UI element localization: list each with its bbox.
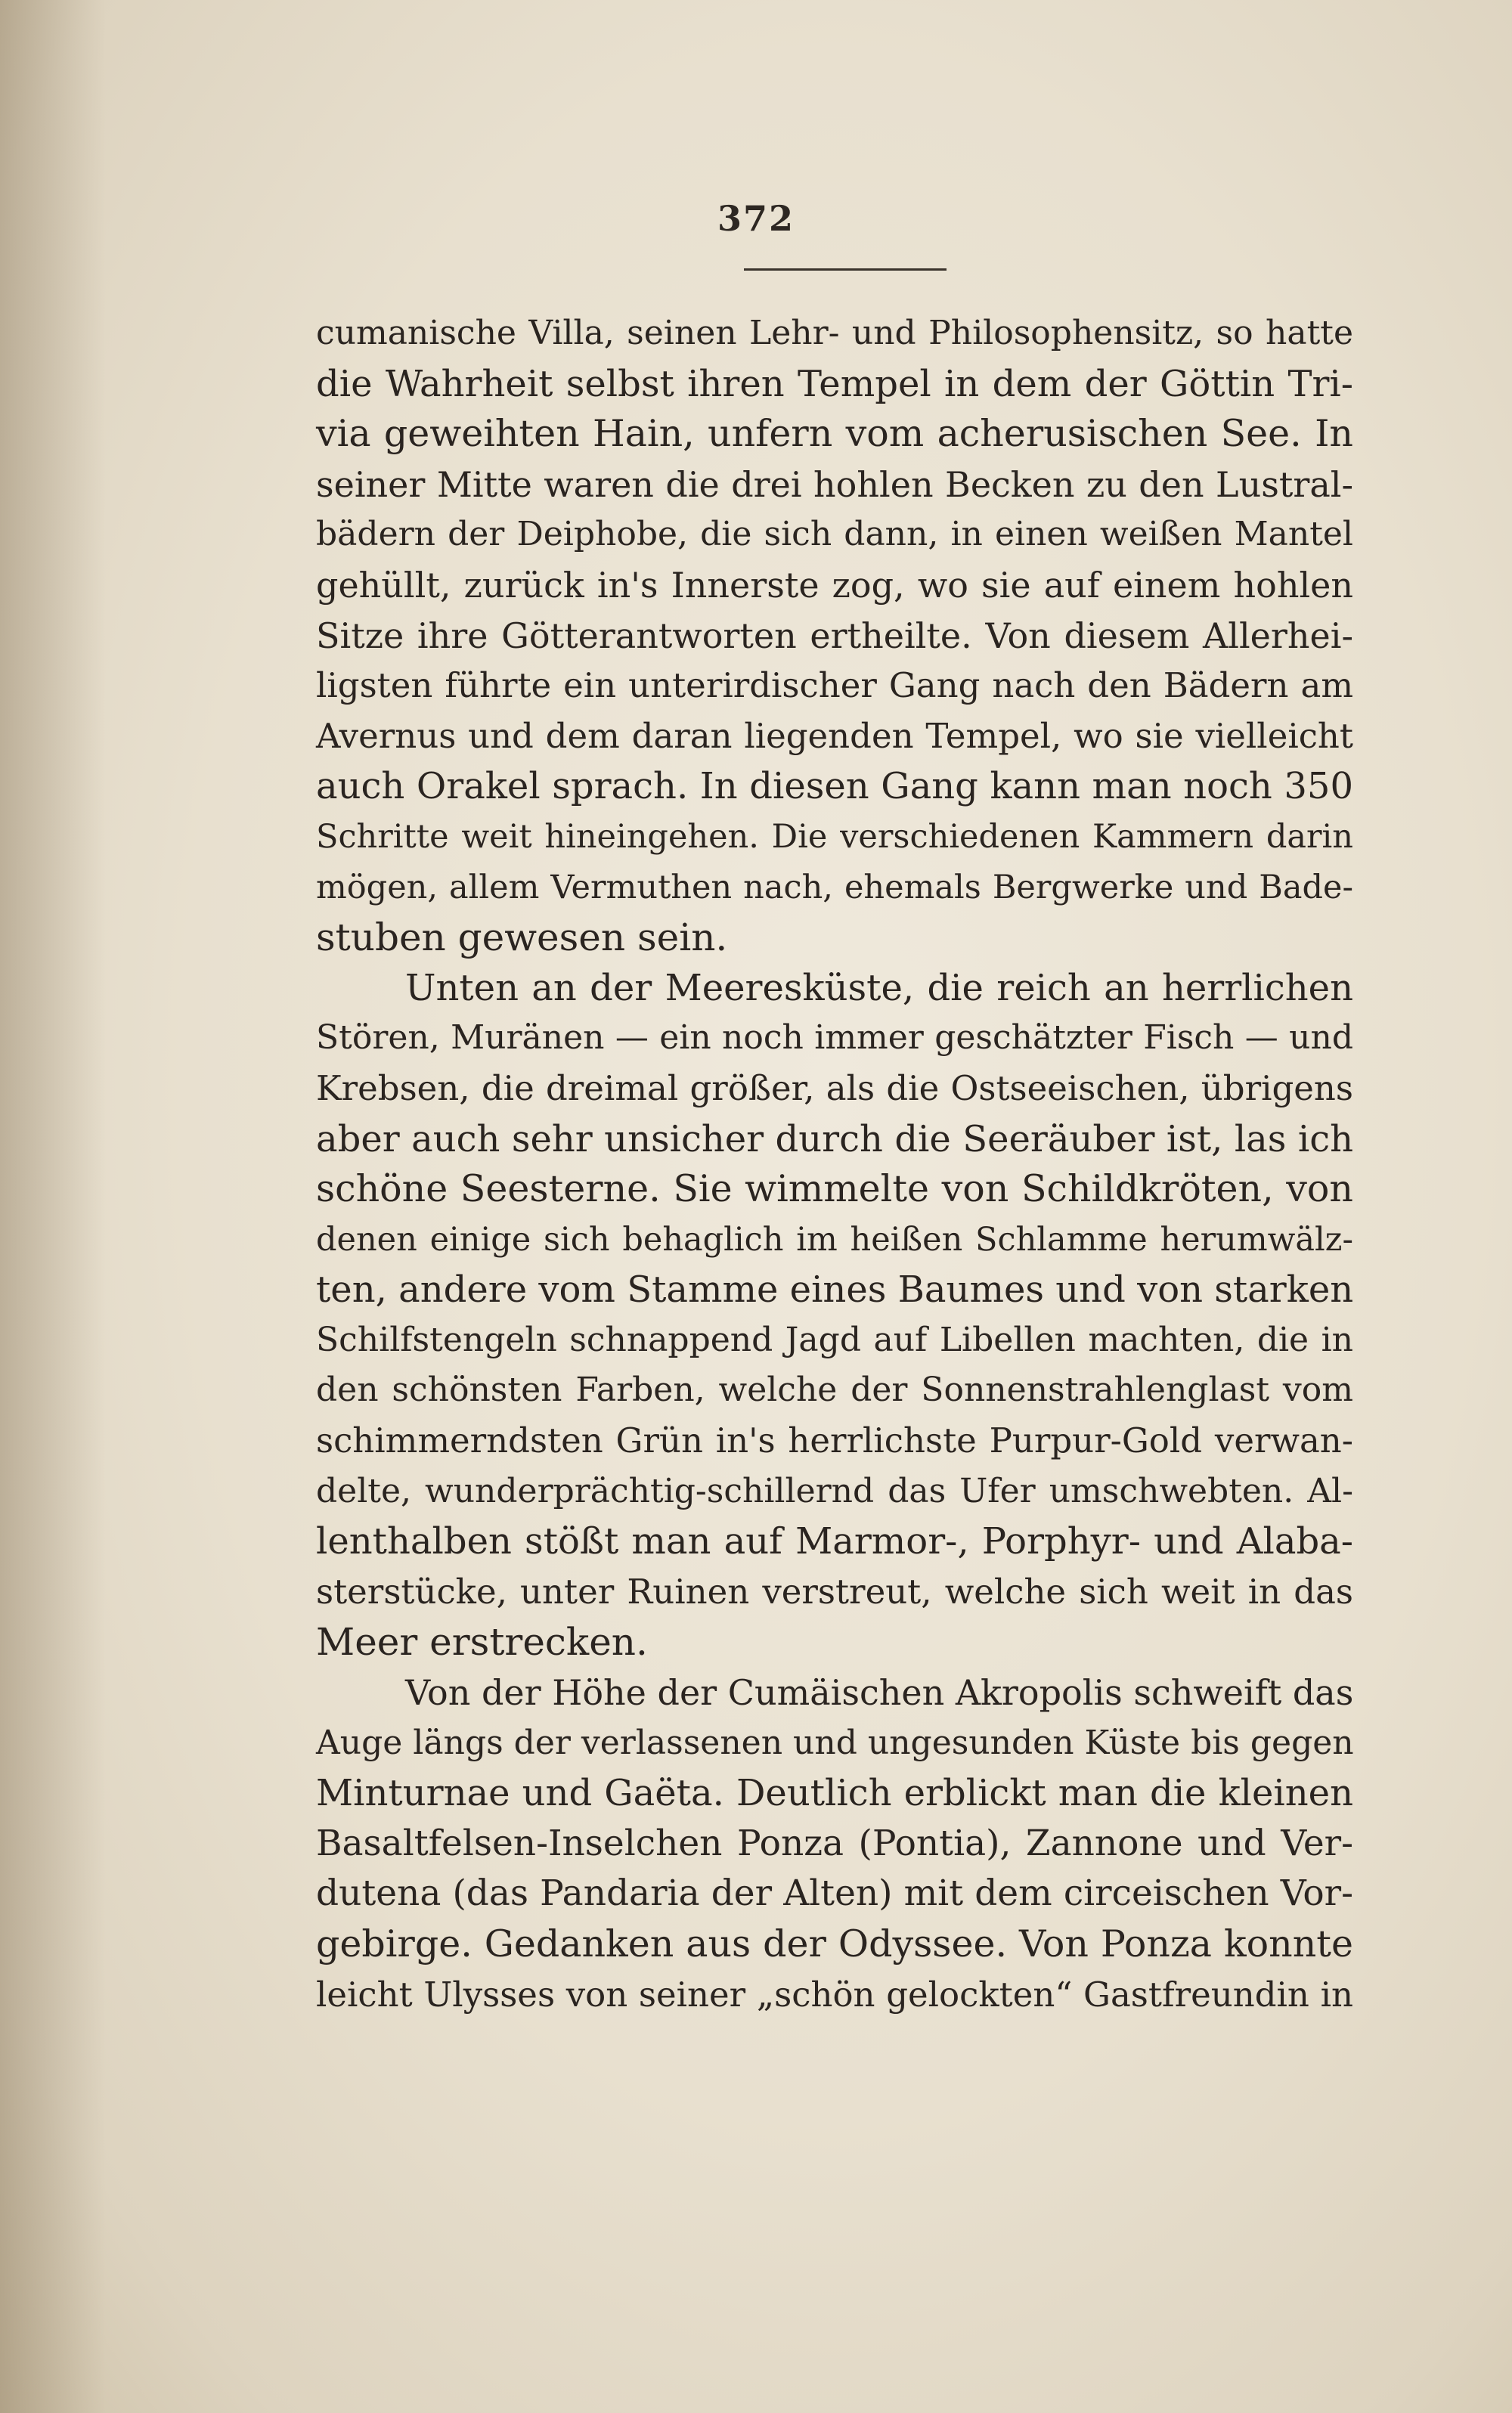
- text-line: Krebsen, die dreimal größer, als die Ostseeischen, übrigens: [316, 1067, 1353, 1108]
- text-line: seiner Mitte waren die drei hohlen Becken zu den Lustral-: [316, 463, 1353, 505]
- text-line: Schilfstengeln schnappend Jagd auf Libellen machten, die in: [316, 1320, 1353, 1359]
- text-line: auch Orakel sprach. In diesen Gang kann man noch 350: [316, 765, 1353, 808]
- text-line: bädern der Deiphobe, die sich dann, in einen weißen Mantel: [316, 515, 1353, 554]
- text-line: dutena (das Pandaria der Alten) mit dem circeischen Vor-: [316, 1872, 1353, 1915]
- text-line: lenthalben stößt man auf Marmor-, Porphyr- und Alaba-: [316, 1520, 1353, 1563]
- text-line: Avernus und dem daran liegenden Tempel, wo sie vielleicht: [316, 715, 1353, 756]
- text-line: Schritte weit hineingehen. Die verschiedenen Kammern darin: [316, 817, 1353, 856]
- text-line: gehüllt, zurück in's Innerste zog, wo sie auf einem hohlen: [316, 564, 1353, 606]
- text-line: sterstücke, unter Ruinen verstreut, welche sich weit in das: [316, 1571, 1353, 1612]
- header-rule: [744, 268, 947, 271]
- text-line: via geweihten Hain, unfern vom acherusischen See. In: [316, 412, 1353, 456]
- text-line: schöne Seesterne. Sie wimmelte von Schildkröten, von: [316, 1167, 1353, 1211]
- text-line: cumanische Villa, seinen Lehr- und Philosophensitz, so hatte: [316, 314, 1353, 352]
- text-line: mögen, allem Vermuthen nach, ehemals Bergwerke und Bade-: [316, 868, 1353, 906]
- text-line: ten, andere vom Stamme eines Baumes und von starken: [316, 1268, 1354, 1312]
- text-line: Sitze ihre Götterantworten ertheilte. Von diesem Allerhei-: [316, 615, 1353, 656]
- paragraph-start-line: Von der Höhe der Cumäischen Akropolis schweift das: [405, 1672, 1354, 1714]
- page-number: 372: [717, 198, 795, 239]
- text-line: ligsten führte ein unterirdischer Gang nach den Bädern am: [316, 665, 1353, 706]
- text-line: die Wahrheit selbst ihren Tempel in dem der Göttin Tri-: [316, 362, 1353, 405]
- paragraph-end-line: stuben gewesen sein.: [316, 915, 728, 960]
- text-line: gebirge. Gedanken aus der Odyssee. Von Ponza konnte: [316, 1922, 1353, 1965]
- text-line: denen einige sich behaglich im heißen Schlamme herumwälz-: [316, 1220, 1353, 1259]
- text-line: Auge längs der verlassenen und ungesunden Küste bis gegen: [316, 1723, 1354, 1762]
- text-line: Minturnae und Gaëta. Deutlich erblickt man die kleinen: [316, 1772, 1353, 1815]
- paragraph-start-line: Unten an der Meeresküste, die reich an herrlichen: [405, 966, 1353, 1009]
- text-line: schimmerndsten Grün in's herrlichste Purpur-Gold verwan-: [316, 1420, 1353, 1461]
- paragraph-end-line: Meer erstrecken.: [316, 1620, 648, 1665]
- text-line: den schönsten Farben, welche der Sonnenstrahlenglast vom: [316, 1371, 1353, 1410]
- body-text: [316, 308, 1353, 2020]
- page-gutter-shadow: [0, 0, 106, 2413]
- text-line: aber auch sehr unsicher durch die Seeräuber ist, las ich: [316, 1117, 1353, 1160]
- text-line: leicht Ulysses von seiner „schön gelockten“ Gastfreundin in: [316, 1974, 1353, 2015]
- text-line: delte, wunderprächtig-schillernd das Ufer umschwebten. Al-: [316, 1471, 1353, 1510]
- text-line: Basaltfelsen-Inselchen Ponza (Pontia), Zannone und Ver-: [316, 1822, 1353, 1864]
- text-line: Stören, Muränen — ein noch immer geschätzter Fisch — und: [316, 1018, 1353, 1058]
